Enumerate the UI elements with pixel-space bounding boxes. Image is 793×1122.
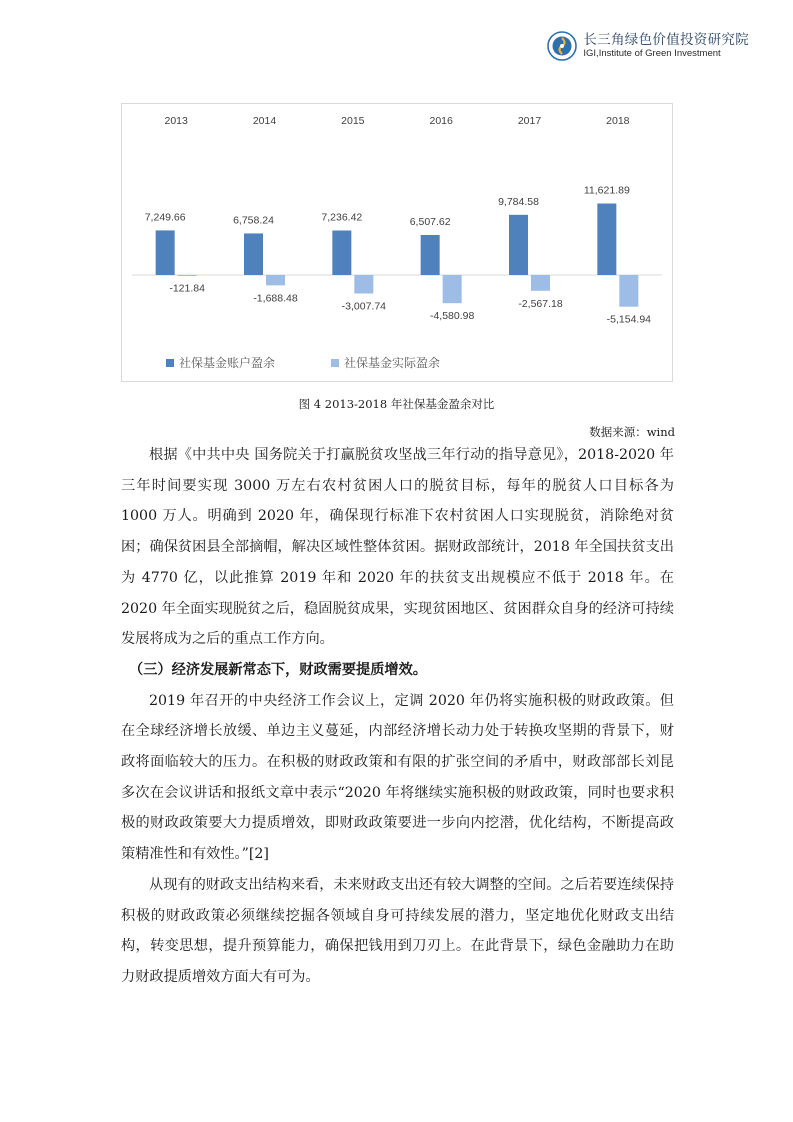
bar-chart-canvas: [122, 104, 672, 381]
data-label: 6,758.24: [233, 214, 274, 227]
figure-caption: 图 4 2013-2018 年社保基金盈余对比: [298, 397, 495, 411]
data-label: -3,007.74: [341, 300, 387, 313]
data-label: 7,249.66: [144, 211, 186, 224]
data-label: -5,154.94: [606, 313, 652, 326]
account-surplus-bar: [244, 233, 263, 275]
category-label: 2018: [606, 115, 630, 127]
actual-surplus-bar: [619, 275, 638, 307]
data-label: 11,621.89: [583, 184, 630, 197]
category-label: 2017: [517, 115, 542, 127]
data-label: -121.84: [169, 282, 205, 295]
body-text: [121, 440, 674, 993]
paragraph-expenditure-structure: 从现有的财政支出结构来看，未来财政支出还有较大调整的空间。之后若要连续保持积极的财政政策必须继续挖掘各领域自身可持续发展的潜力，坚定地优化财政支出结构，转变思想，提升预算能力，确保把钱用到刀刃上。在此背景下，绿色金融助力在助力财政提质增效方面大有可为。: [121, 876, 674, 985]
account-surplus-bar: [421, 235, 440, 275]
data-label: 6,507.62: [409, 215, 451, 228]
legend-entry: 社保基金实际盈余: [344, 356, 441, 370]
data-label: -2,567.18: [518, 297, 563, 310]
category-label: 2013: [164, 115, 188, 127]
actual-surplus-bar: [178, 275, 197, 276]
actual-surplus-bar: [531, 275, 550, 291]
data-label: 9,784.58: [498, 195, 539, 208]
paragraph-poverty-alleviation: 根据《中共中央 国务院关于打赢脱贫攻坚战三年行动的指导意见》，2018-2020 年三年时间要实现 3000 万左右农村贫困人口的脱贫目标，每年的脱贫人口目标各为 1000 万人。明确到 2020 年，确保现行标准下农村贫困人口实现脱贫，消除绝对贫困；确保贫困县全部摘帽，解决区域性整体贫困。据财政部统计，2018 年全国扶贫支出为 4770 亿，以此推算 2019 年和 2020 年的扶贫支出规模应不低于 2018 年。在 2020 年全面实现脱贫之后，稳固脱贫成果，实现贫困地区、贫困群众自身的经济可持续发展将成为之后的重点工作方向。: [121, 447, 674, 648]
data-label: -4,580.98: [429, 310, 475, 323]
data-label: -1,688.48: [253, 292, 298, 305]
brand-name-en: IGI,Institute of Green Investment: [583, 48, 721, 59]
brand-name-cn: 长三角绿色价值投资研究院: [583, 32, 749, 48]
actual-surplus-bar: [266, 275, 285, 285]
institute-logo-icon: [547, 31, 577, 61]
legend-swatch-account: [166, 359, 174, 367]
account-surplus-bar: [332, 230, 351, 275]
data-label: 7,236.42: [321, 211, 363, 224]
account-surplus-bar: [156, 230, 175, 275]
category-label: 2015: [341, 115, 365, 127]
social-security-fund-chart: [121, 103, 673, 382]
legend-swatch-actual: [331, 359, 339, 367]
brand-text: [583, 32, 749, 60]
account-surplus-bar: [597, 204, 616, 275]
actual-surplus-bar: [354, 275, 373, 293]
legend-entry: 社保基金账户盈余: [179, 356, 276, 370]
page-header: [547, 26, 749, 66]
category-label: 2016: [429, 115, 453, 127]
actual-surplus-bar: [443, 275, 462, 303]
data-source: 数据来源：wind: [589, 425, 675, 439]
paragraph-fiscal-policy: 2019 年召开的中央经济工作会议上，定调 2020 年仍将实施积极的财政政策。但在全球经济增长放缓、单边主义蔓延，内部经济增长动力处于转换攻坚期的背景下，财政将面临较大的压力。在积极的财政政策和有限的扩张空间的矛盾中，财政部部长刘昆多次在会议讲话和报纸文章中表示“2020 年将继续实施积极的财政政策，同时也要求积极的财政政策要大力提质增效，即财政政策要进一步向内挖潜，优化结构，不断提高政策精准性和有效性。”[2]: [121, 692, 674, 863]
section-heading: （三）经济发展新常态下，财政需要提质增效。: [129, 661, 427, 678]
account-surplus-bar: [509, 215, 528, 275]
category-label: 2014: [252, 115, 277, 127]
